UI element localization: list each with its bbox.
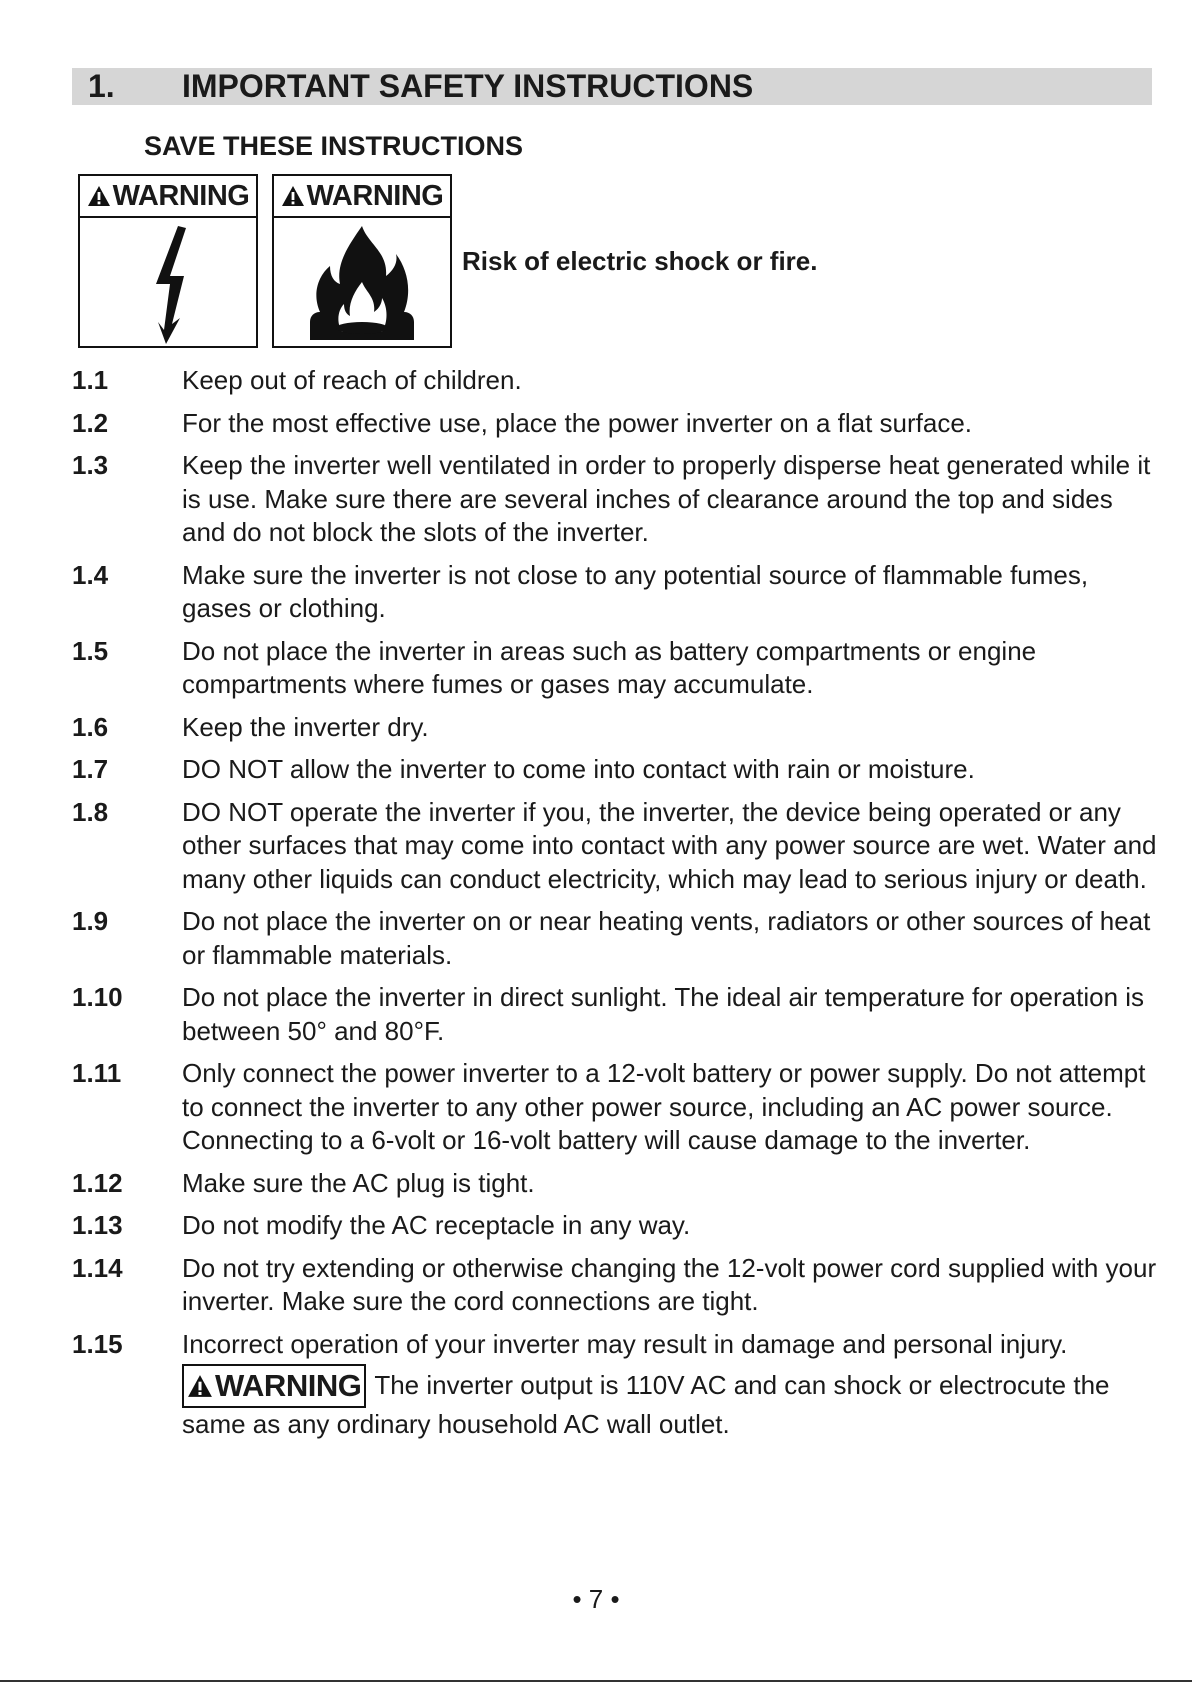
item-text: Keep out of reach of children. xyxy=(182,365,522,395)
list-item xyxy=(72,796,1162,897)
item-text: Do not place the inverter on or near heating vents, radiators or other sources of heat or flammable materials. xyxy=(182,906,1151,970)
item-number: 1.9 xyxy=(72,906,109,936)
page-number: • 7 • xyxy=(572,1584,620,1614)
list-item xyxy=(72,407,1162,441)
list-item xyxy=(72,364,1162,398)
warning-triangle-icon xyxy=(187,1374,213,1398)
list-item xyxy=(72,1328,1162,1442)
warning-triangle-icon xyxy=(87,185,111,207)
item-text: Incorrect operation of your inverter may result in damage and personal injury. xyxy=(182,1328,1068,1359)
inline-warning xyxy=(182,1364,1162,1442)
inline-warning-text: The inverter output is 110V AC and can shock or electrocute the same as any ordinary household AC wall outlet. xyxy=(182,1370,1110,1439)
item-number: 1.10 xyxy=(72,982,123,1012)
item-text: DO NOT allow the inverter to come into contact with rain or moisture. xyxy=(182,754,975,784)
warning-header xyxy=(274,176,450,218)
item-number: 1.15 xyxy=(72,1328,123,1359)
item-number: 1.3 xyxy=(72,450,109,480)
list-item xyxy=(72,449,1162,550)
item-number: 1.11 xyxy=(72,1058,122,1088)
item-text: Do not modify the AC receptacle in any way. xyxy=(182,1210,691,1240)
item-text: Make sure the inverter is not close to any potential source of flammable fumes, gases or clothing. xyxy=(182,559,1089,623)
list-item xyxy=(72,1167,1162,1201)
list-item xyxy=(72,711,1162,745)
item-number: 1.1 xyxy=(72,365,109,395)
item-text: Make sure the AC plug is tight. xyxy=(182,1167,535,1198)
warning-header xyxy=(80,176,256,218)
item-number: 1.7 xyxy=(72,754,109,784)
list-item xyxy=(72,559,1162,626)
item-number: 1.14 xyxy=(72,1252,123,1283)
item-number: 1.12 xyxy=(72,1167,123,1198)
warning-badge-label: WARNING xyxy=(215,1368,362,1404)
item-text: Keep the inverter dry. xyxy=(182,711,429,742)
list-item xyxy=(72,905,1162,972)
item-number: 1.2 xyxy=(72,407,109,438)
item-text: Do not try extending or otherwise changing the 12-volt power cord supplied with your inverter. Make sure the cord connections are tight. xyxy=(182,1252,1157,1316)
risk-warning-text: Risk of electric shock or fire. xyxy=(462,246,818,276)
warning-triangle-icon xyxy=(281,185,305,207)
item-number: 1.4 xyxy=(72,559,109,590)
list-item xyxy=(72,1209,1162,1243)
item-text: Keep the inverter well ventilated in order to properly disperse heat generated while it is use. Make sure there are several inches of clearance around the top and sides and do not block the slots of the inverter. xyxy=(182,450,1151,547)
list-item xyxy=(72,635,1162,702)
item-text: Do not place the inverter in areas such as battery compartments or engine compartments where fumes or gases may accumulate. xyxy=(182,635,1037,699)
item-number: 1.13 xyxy=(72,1210,123,1240)
warning-box-shock xyxy=(78,174,258,348)
item-text: Do not place the inverter in direct sunlight. The ideal air temperature for operation is between 50° and 80°F. xyxy=(182,982,1145,1046)
flame-icon xyxy=(302,218,422,346)
warning-label: WARNING xyxy=(306,179,444,212)
item-text: DO NOT operate the inverter if you, the inverter, the device being operated or any other surfaces that may come into contact with any power source are wet. Water and many other liquids can conduct electricity, which may lead to serious injury or death. xyxy=(182,796,1157,894)
item-number: 1.5 xyxy=(72,635,109,666)
item-text: For the most effective use, place the power inverter on a flat surface. xyxy=(182,407,973,438)
section-number: 1. xyxy=(88,68,115,104)
item-text: Only connect the power inverter to a 12-volt battery or power supply. Do not attempt to connect the inverter to any other power source, including an AC power source. Connecting to a 6-volt or 16-volt battery will cause damage to the inverter. xyxy=(182,1058,1146,1155)
section-title: IMPORTANT SAFETY INSTRUCTIONS xyxy=(182,68,754,104)
warning-label: WARNING xyxy=(112,179,250,212)
section-subtitle: SAVE THESE INSTRUCTIONS xyxy=(144,131,524,161)
bottom-rule xyxy=(0,1680,1192,1682)
item-number: 1.8 xyxy=(72,796,109,827)
list-item xyxy=(72,1252,1162,1319)
list-item xyxy=(72,981,1162,1048)
list-item xyxy=(72,753,1162,787)
warning-box-fire xyxy=(272,174,452,348)
item-number: 1.6 xyxy=(72,711,109,742)
list-item xyxy=(72,1057,1162,1158)
safety-instruction-list xyxy=(72,364,1162,1451)
lightning-bolt-icon xyxy=(108,218,228,346)
warning-badge xyxy=(182,1364,366,1408)
